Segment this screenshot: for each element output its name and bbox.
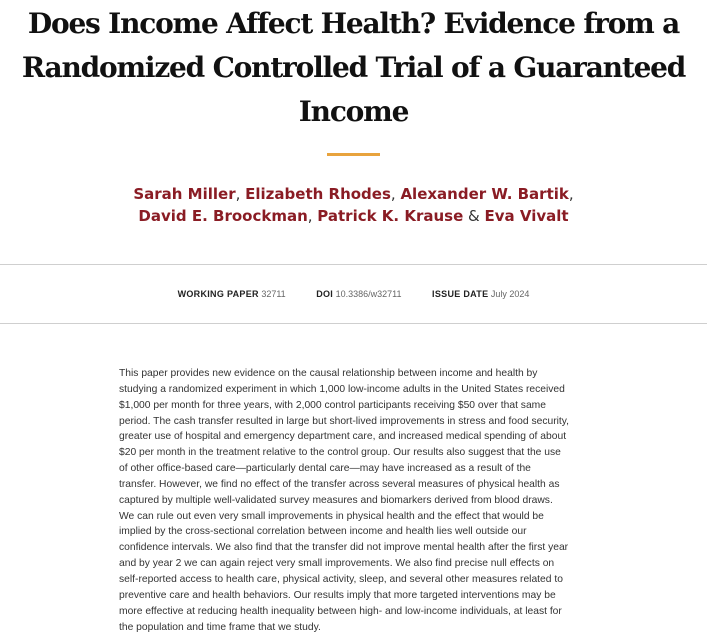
- title-line: Randomized Controlled Trial of a Guaranteed: [21, 51, 686, 84]
- issue-date-label: ISSUE DATE: [432, 289, 489, 299]
- author-separator: ,: [307, 207, 318, 225]
- author-list: [0, 183, 707, 227]
- working-paper-label: WORKING PAPER: [177, 289, 259, 299]
- meta-divider-bottom: [0, 323, 707, 324]
- working-paper-info: [178, 287, 286, 301]
- paper-metadata: [0, 287, 707, 301]
- doi-value[interactable]: 10.3386/w32711: [335, 289, 402, 299]
- author-link[interactable]: Alexander W. Bartik: [400, 185, 569, 203]
- abstract-line: studying a randomized experiment in which 1,000 low-income adults in the United States received: [119, 383, 565, 395]
- abstract-line: and by year 2 we can again reject very small improvements. We also find precise null effects on: [119, 558, 555, 570]
- abstract-line: the population and time frame that we study.: [119, 621, 321, 633]
- title-accent-divider: [327, 153, 380, 156]
- author-line: [0, 183, 707, 205]
- abstract-text: [119, 366, 590, 635]
- working-paper-number: 32711: [261, 289, 286, 299]
- abstract-line: This paper provides new evidence on the causal relationship between income and health by: [119, 368, 538, 379]
- abstract-line: captured by multiple well-validated survey measures and biomarkers derived from blood draws.: [119, 494, 553, 506]
- abstract-line: $20 per month in the treatment relative to the control group. Our results also suggest that the use: [119, 447, 561, 459]
- title-line: Does Income Affect Health? Evidence from a: [27, 7, 680, 40]
- abstract-line: We can rule out even very small improvements in physical health and the effect that would be: [119, 510, 544, 522]
- issue-date-info: [432, 287, 529, 301]
- author-link[interactable]: David E. Broockman: [138, 207, 308, 225]
- author-link[interactable]: Sarah Miller: [133, 185, 236, 203]
- author-separator: &: [463, 207, 485, 225]
- abstract-line: confidence intervals. We also find that the transfer did not improve mental health after the first year: [119, 542, 569, 554]
- author-link[interactable]: Eva Vivalt: [484, 207, 569, 225]
- author-separator: ,: [235, 185, 246, 203]
- author-separator: ,: [568, 185, 574, 203]
- doi-label: DOI: [316, 289, 334, 299]
- page-title: [0, 2, 707, 134]
- abstract-line: of other office-based care—particularly dental care—may have increased as a result of the: [119, 463, 531, 475]
- abstract-line: self-reported access to health care, physical activity, sleep, and several other measures related to: [119, 573, 563, 585]
- abstract-line: preventive care and health behaviors. Our results imply that more targeted interventions may be: [119, 589, 556, 601]
- abstract-line: more effective at reducing health inequality between high- and low-income individuals, at least for: [119, 605, 562, 617]
- abstract-line: $1,000 per month for three years, with 2,000 control participants receiving $50 over that same: [119, 399, 546, 411]
- abstract-line: greater use of hospital and emergency department care, and increased medical spending of about: [119, 431, 567, 443]
- abstract-line: implied by the cross-sectional correlation between income and health lies well outside our: [119, 526, 527, 538]
- author-link[interactable]: Elizabeth Rhodes: [245, 185, 391, 203]
- issue-date-value: July 2024: [490, 289, 530, 299]
- title-line: Income: [298, 95, 409, 128]
- author-separator: ,: [390, 185, 401, 203]
- abstract-line: transfer. However, we find no effect of the transfer across several measures of physical health as: [119, 478, 560, 490]
- author-line: [0, 205, 707, 227]
- doi-info: [316, 287, 401, 301]
- meta-divider-top: [0, 264, 707, 265]
- author-link[interactable]: Patrick K. Krause: [317, 207, 464, 225]
- abstract-line: period. The cash transfer resulted in large but short-lived improvements in stress and food security,: [119, 415, 570, 427]
